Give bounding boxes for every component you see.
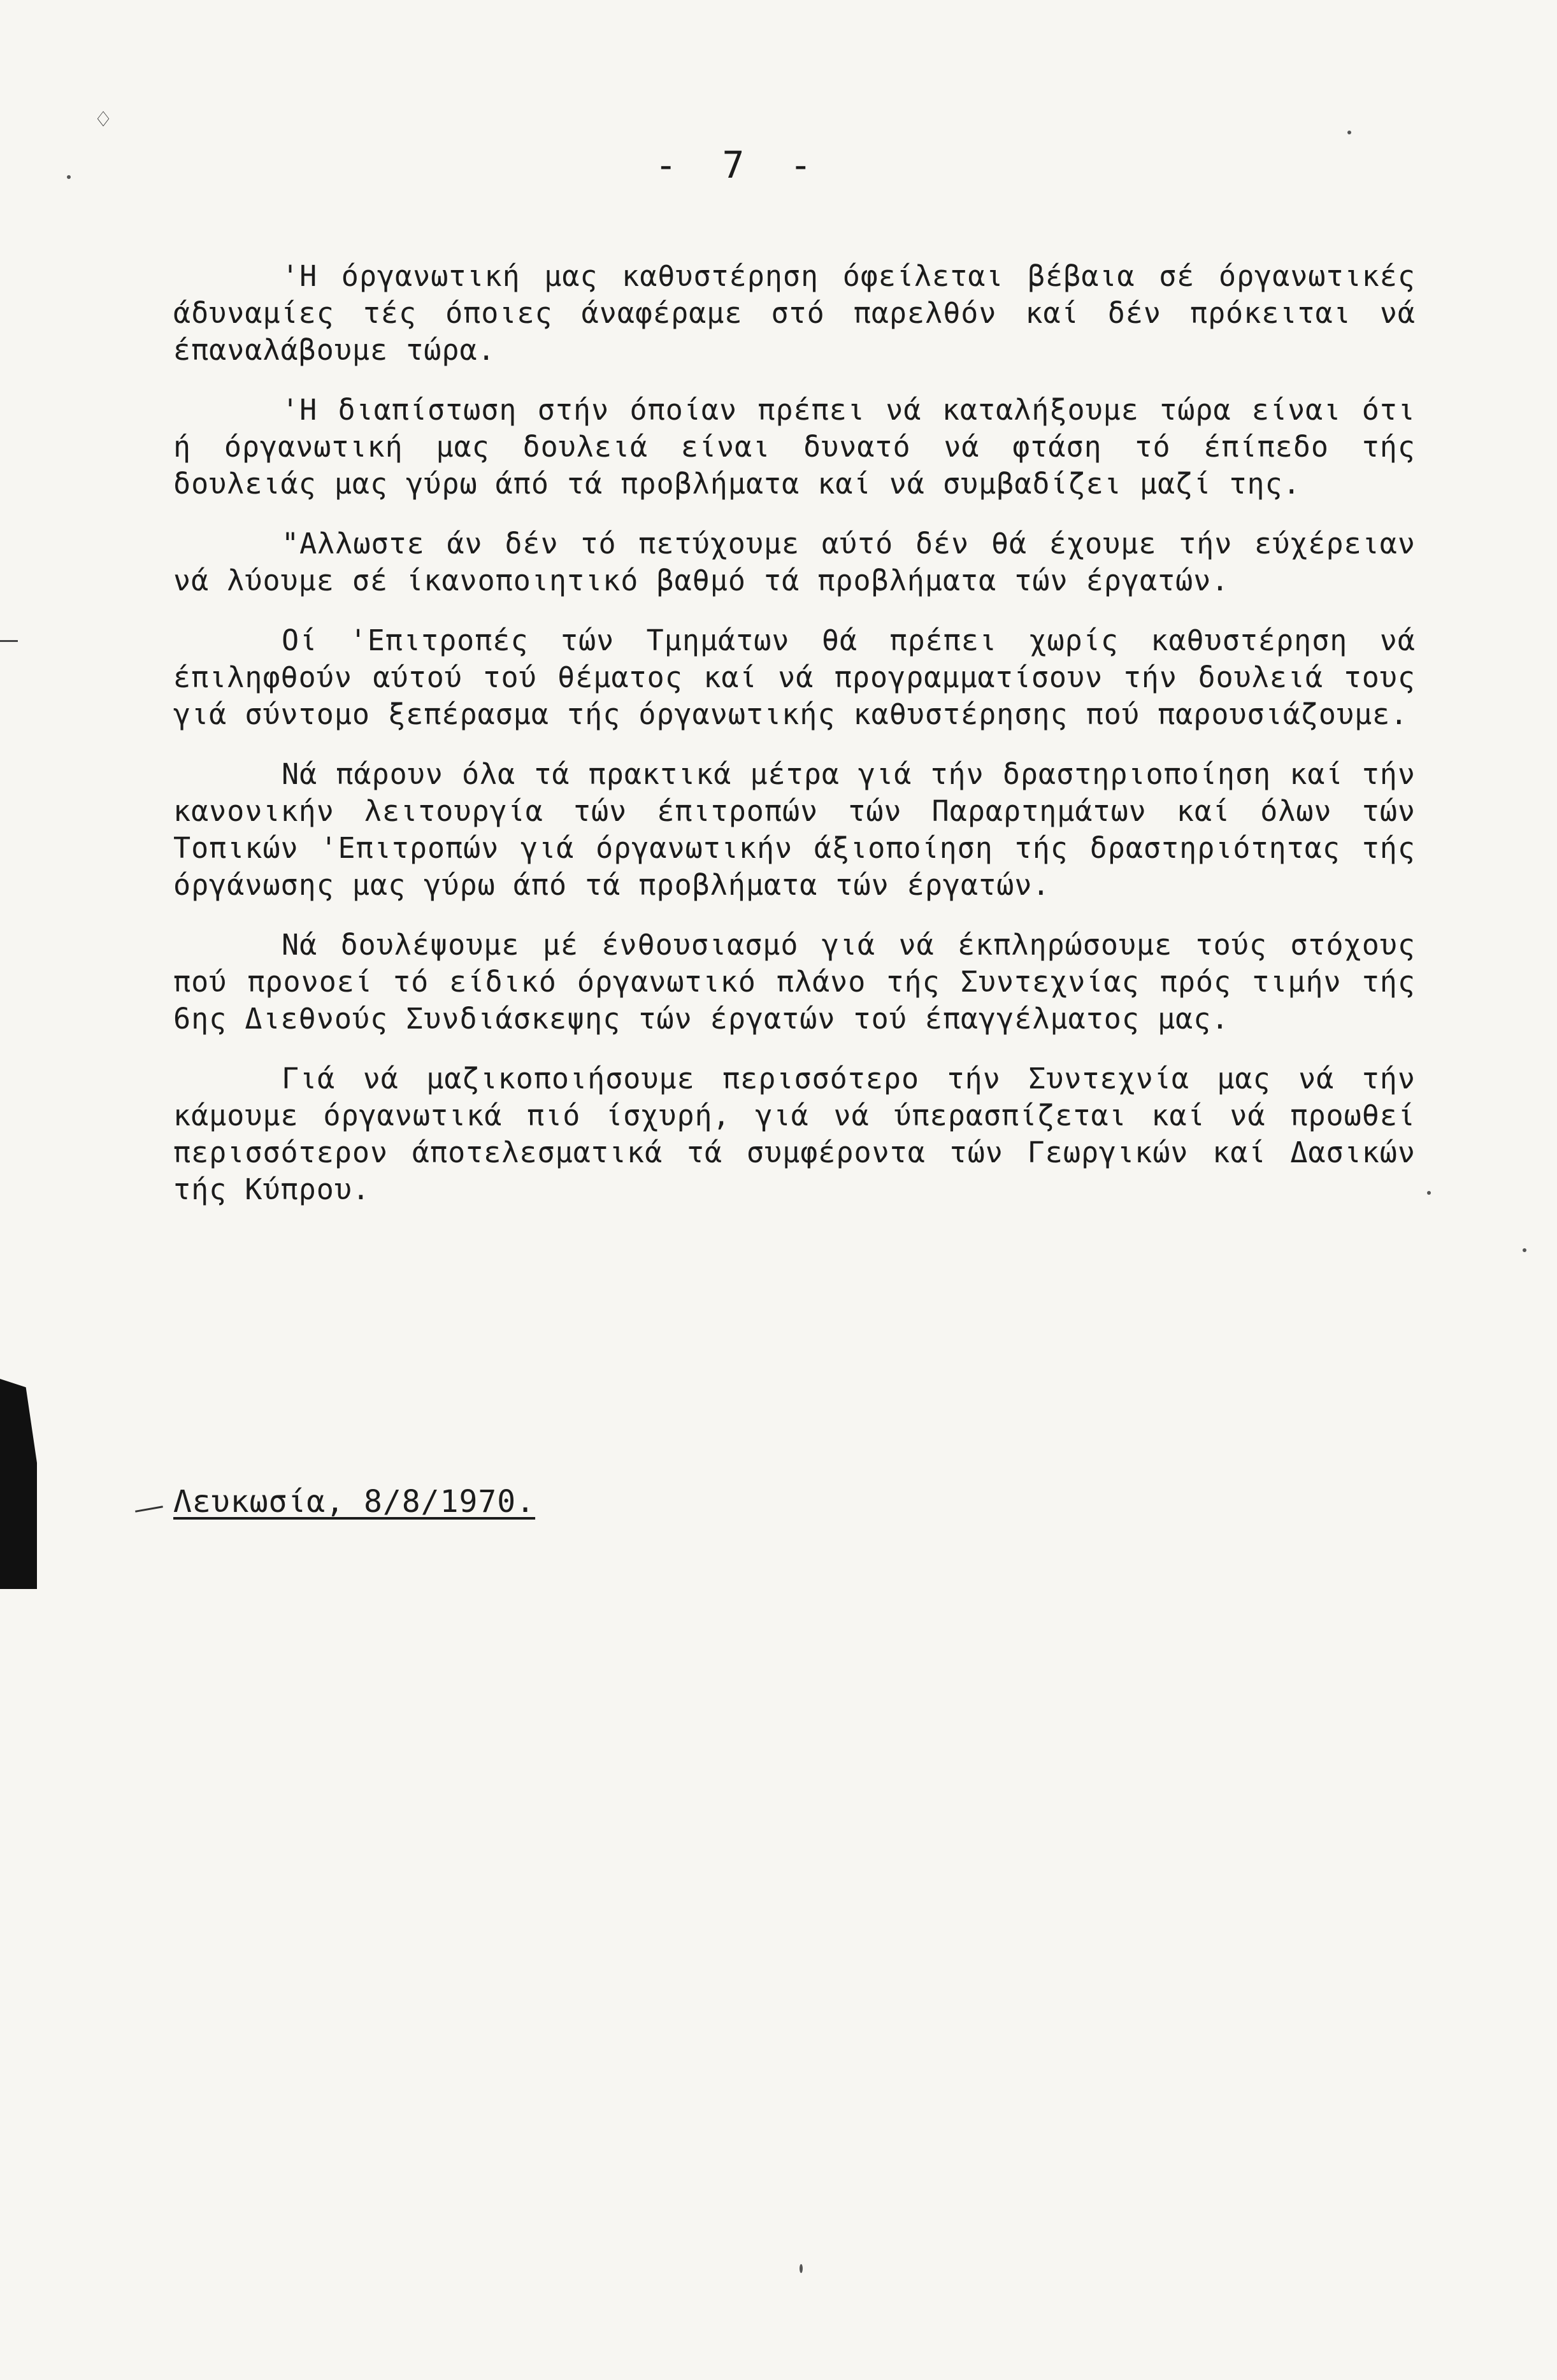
paragraph-4: Οί 'Επιτροπές τών Τμημάτων θά πρέπει χωρίς καθυστέρηση νά έπιληφθούν αύτού τού θέματος καί νά προγραμματίσουν τήν δουλειά τους γιά σύντομο ξεπέρασμα τής όργανωτικής καθυστέρησης πού παρουσιάζουμε. <box>173 624 1416 731</box>
scan-edge-dash <box>0 640 18 642</box>
corner-mark: ♢ <box>96 105 111 134</box>
scan-speck <box>1523 1248 1526 1252</box>
paragraph-7: Γιά νά μαζικοποιήσουμε περισσότερο τήν Συντεχνία μας νά τήν κάμουμε όργανωτικά πιό ίσχυρή, γιά νά ύπερασπίζεται καί νά προωθεί περισσότερον άποτελεσματικά τά συμφέροντα τών Γεωργικών καί Δασικών τής Κύπρου. <box>173 1062 1416 1206</box>
scan-edge-shadow <box>0 1379 37 1589</box>
paragraph-5: Νά πάρουν όλα τά πρακτικά μέτρα γιά τήν δραστηριοποίηση καί τήν κανονικήν λειτουργία τών έπιτροπών τών Παραρτημάτων καί όλων τών Τοπικών 'Επιτροπών γιά όργανωτικήν άξιοποίηση τής δραστηριότητας τής όργάνωσης μας γύρω άπό τά προβλήματα τών έργατών. <box>173 757 1416 902</box>
scan-speck <box>800 2264 803 2273</box>
body-text <box>173 258 1416 1231</box>
paragraph-1: 'Η όργανωτική μας καθυστέρηση όφείλεται βέβαια σέ όργανωτικές άδυναμίες τές όποιες άναφέραμε στό παρελθόν καί δέν πρόκειται νά έπαναλάβουμε τώρα. <box>173 259 1416 367</box>
paragraph-3: "Αλλωστε άν δέν τό πετύχουμε αύτό δέν θά έχουμε τήν εύχέρειαν νά λύουμε σέ ίκανοποιητικό βαθμό τά προβλήματα τών έργατών. <box>173 527 1416 597</box>
scan-speck <box>67 175 71 179</box>
scan-speck <box>1347 131 1351 134</box>
page-number: - 7 - <box>654 143 824 187</box>
scan-speck <box>1427 1191 1431 1195</box>
paragraph-2: 'Η διαπίστωση στήν όποίαν πρέπει νά καταλήξουμε τώρα είναι ότι ή όργανωτική μας δουλειά είναι δυνατό νά φτάση τό έπίπεδο τής δουλειάς μας γύρω άπό τά προβλήματα καί νά συμβαδίζει μαζί της. <box>173 393 1416 501</box>
pen-dash-mark <box>135 1506 163 1513</box>
place-date-signature: Λευκωσία, 8/8/1970. <box>173 1484 536 1520</box>
paragraph-6: Νά δουλέψουμε μέ ένθουσιασμό γιά νά έκπληρώσουμε τούς στόχους πού προνοεί τό είδικό όργανωτικό πλάνο τής Συντεχνίας πρός τιμήν τής 6ης Διεθνούς Συνδιάσκεψης τών έργατών τού έπαγγέλματος μας. <box>173 928 1416 1036</box>
